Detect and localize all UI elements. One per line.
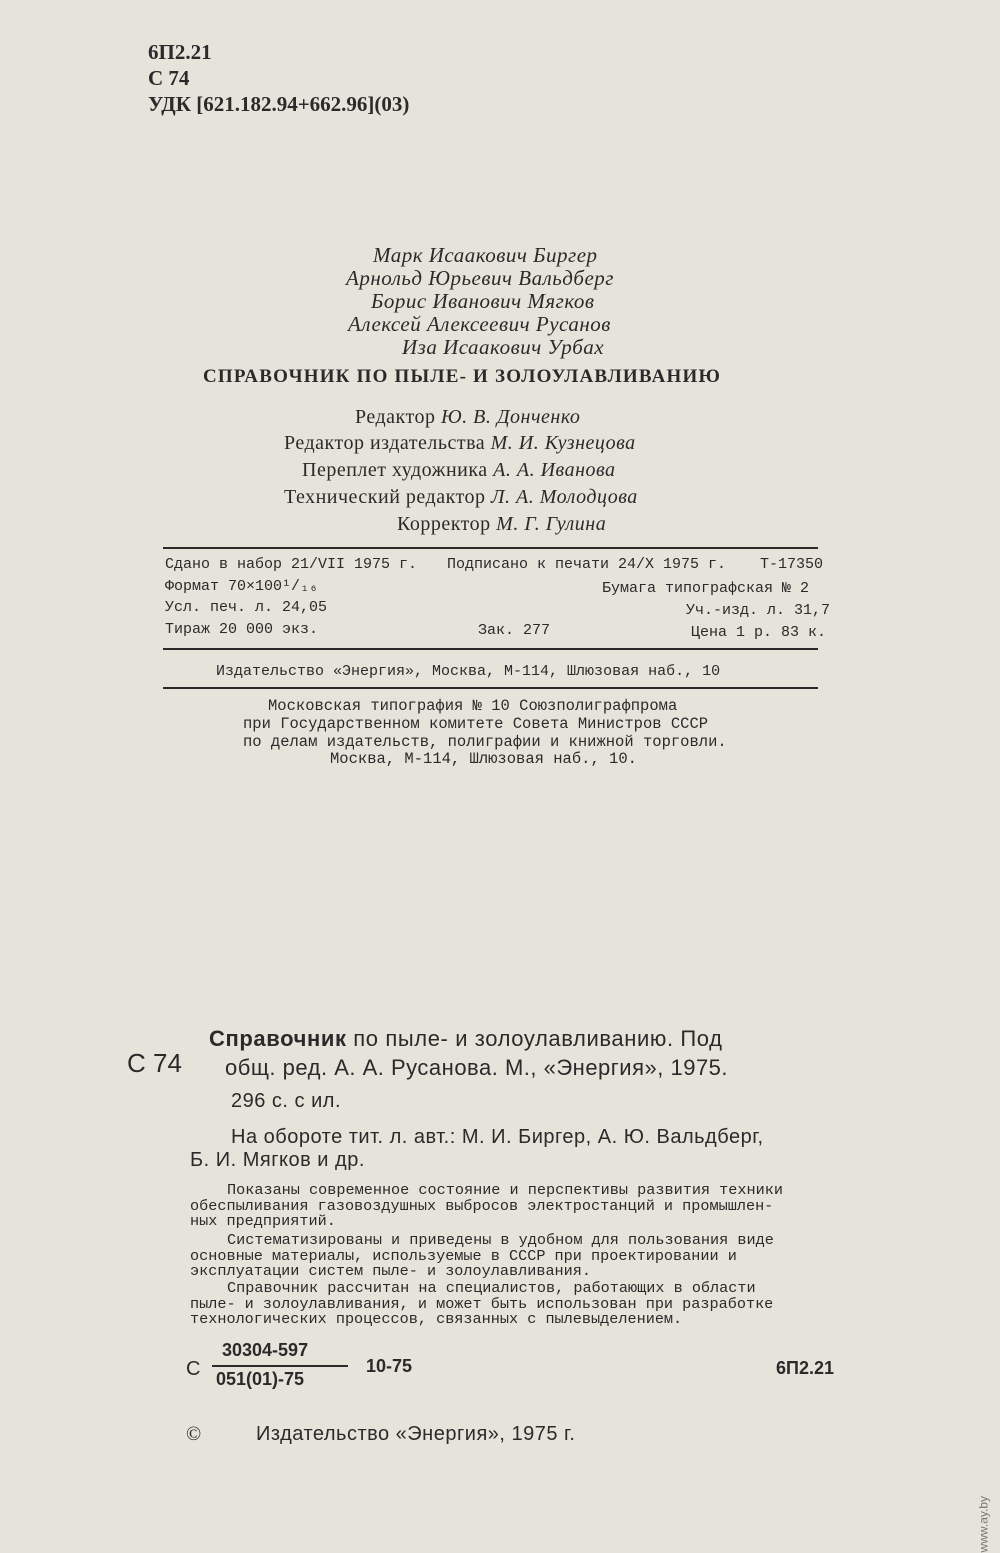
abstract-line-9: технологических процессов, связанных с пылевыделением. bbox=[190, 1310, 683, 1328]
imprint-sent-to-set: Сдано в набор 21/VII 1975 г. bbox=[165, 556, 418, 573]
abstract-line-3: ных предприятий. bbox=[190, 1212, 336, 1230]
imprint-print-sheets: Усл. печ. л. 24,05 bbox=[165, 599, 328, 616]
staff-name: Л. А. Молодцова bbox=[491, 486, 638, 508]
staff-name: М. И. Кузнецова bbox=[490, 432, 636, 454]
staff-role: Корректор bbox=[397, 513, 491, 535]
card-line-1-rest: по пыле- и золоулавливанию. Под bbox=[353, 1026, 723, 1051]
imprint-top-rule bbox=[163, 547, 818, 549]
index-bbk: 6П2.21 bbox=[776, 1358, 834, 1378]
staff-role: Редактор издательства bbox=[284, 432, 486, 454]
staff-name: М. Г. Гулина bbox=[496, 513, 607, 535]
copyright-icon: © bbox=[186, 1423, 202, 1445]
index-denominator: 051(01)-75 bbox=[216, 1369, 305, 1389]
staff-name: А. А. Иванова bbox=[493, 459, 616, 481]
abstract-line-5: основные материалы, используемые в СССР при проектировании и bbox=[190, 1247, 737, 1265]
shelf-mark: С 74 bbox=[148, 66, 190, 90]
abstract-line-1: Показаны современное состояние и перспективы развития техники bbox=[227, 1181, 783, 1199]
card-title: Справочник bbox=[209, 1026, 347, 1051]
imprint-publisher: Издательство «Энергия», Москва, М-114, Шлюзовая наб., 10 bbox=[216, 663, 721, 680]
watermark: www.ay.by bbox=[976, 1496, 991, 1553]
imprint-edit-sheets: Уч.-изд. л. 31,7 bbox=[686, 602, 831, 619]
staff-editor bbox=[355, 406, 580, 429]
imprint-format: Формат 70×100¹/₁₆ bbox=[165, 578, 319, 595]
card-shelf-mark: С 74 bbox=[127, 1048, 182, 1078]
author-3: Борис Иванович Мягков bbox=[371, 289, 595, 313]
abstract-line-4: Систематизированы и приведены в удобном для пользования виде bbox=[227, 1231, 774, 1249]
author-2: Арнольд Юрьевич Вальдберг bbox=[346, 266, 614, 290]
staff-publisher-editor bbox=[284, 432, 636, 455]
author-4: Алексей Алексеевич Русанов bbox=[348, 312, 611, 336]
copyright-text: Издательство «Энергия», 1975 г. bbox=[256, 1423, 576, 1445]
staff-name: Ю. В. Донченко bbox=[440, 406, 581, 428]
imprint-paper: Бумага типографская № 2 bbox=[602, 580, 810, 597]
staff-role: Переплет художника bbox=[302, 459, 488, 481]
typography-line-4: Москва, М-114, Шлюзовая наб., 10. bbox=[330, 750, 637, 768]
card-authors-1: На обороте тит. л. авт.: М. И. Биргер, А. Ю. Вальдберг, bbox=[231, 1126, 764, 1148]
udk-code: УДК [621.182.94+662.96](03) bbox=[148, 92, 410, 116]
typography-line-2: при Государственном комитете Совета Министров СССР bbox=[243, 715, 709, 733]
card-pages: 296 с. с ил. bbox=[231, 1090, 341, 1112]
author-5: Иза Исаакович Урбах bbox=[402, 335, 605, 359]
typography-line-3: по делам издательств, полиграфии и книжной торговли. bbox=[243, 733, 727, 751]
staff-role: Редактор bbox=[355, 406, 436, 428]
author-1: Марк Исаакович Биргер bbox=[373, 243, 598, 267]
card-authors-2: Б. И. Мягков и др. bbox=[190, 1149, 365, 1171]
abstract-line-6: эксплуатации систем пыле- и золоулавливания. bbox=[190, 1262, 592, 1280]
imprint-run: Тираж 20 000 экз. bbox=[165, 621, 319, 638]
staff-role: Технический редактор bbox=[284, 486, 486, 508]
book-title: СПРАВОЧНИК ПО ПЫЛЕ- И ЗОЛОУЛАВЛИВАНИЮ bbox=[203, 366, 722, 387]
bbk-code: 6П2.21 bbox=[148, 40, 212, 64]
abstract-line-8: пыле- и золоулавливания, и может быть использован при разработке bbox=[190, 1295, 774, 1313]
imprint-signed: Подписано к печати 24/X 1975 г. bbox=[447, 556, 727, 573]
abstract-line-7: Справочник рассчитан на специалистов, работающих в области bbox=[227, 1279, 756, 1297]
imprint-bottom-rule bbox=[163, 687, 818, 689]
abstract-line-2: обеспыливания газовоздушных выбросов электростанций и промышлен- bbox=[190, 1197, 774, 1215]
imprint-middle-rule bbox=[163, 648, 818, 650]
staff-binding-artist bbox=[302, 459, 616, 482]
imprint-t-code: Т-17350 bbox=[760, 556, 824, 573]
staff-proofreader bbox=[397, 513, 606, 536]
imprint-order: Зак. 277 bbox=[478, 622, 551, 639]
staff-tech-editor bbox=[284, 486, 638, 509]
index-fraction-bar bbox=[212, 1365, 348, 1367]
index-numerator: 30304-597 bbox=[222, 1340, 309, 1360]
card-line-1 bbox=[209, 1026, 723, 1052]
index-suffix: 10-75 bbox=[366, 1356, 413, 1376]
index-letter: С bbox=[186, 1358, 201, 1380]
imprint-price: Цена 1 р. 83 к. bbox=[691, 624, 827, 641]
typography-line-1: Московская типография № 10 Союзполиграфпрома bbox=[268, 697, 678, 715]
card-line-2: общ. ред. А. А. Русанова. М., «Энергия», 1975. bbox=[225, 1055, 729, 1080]
